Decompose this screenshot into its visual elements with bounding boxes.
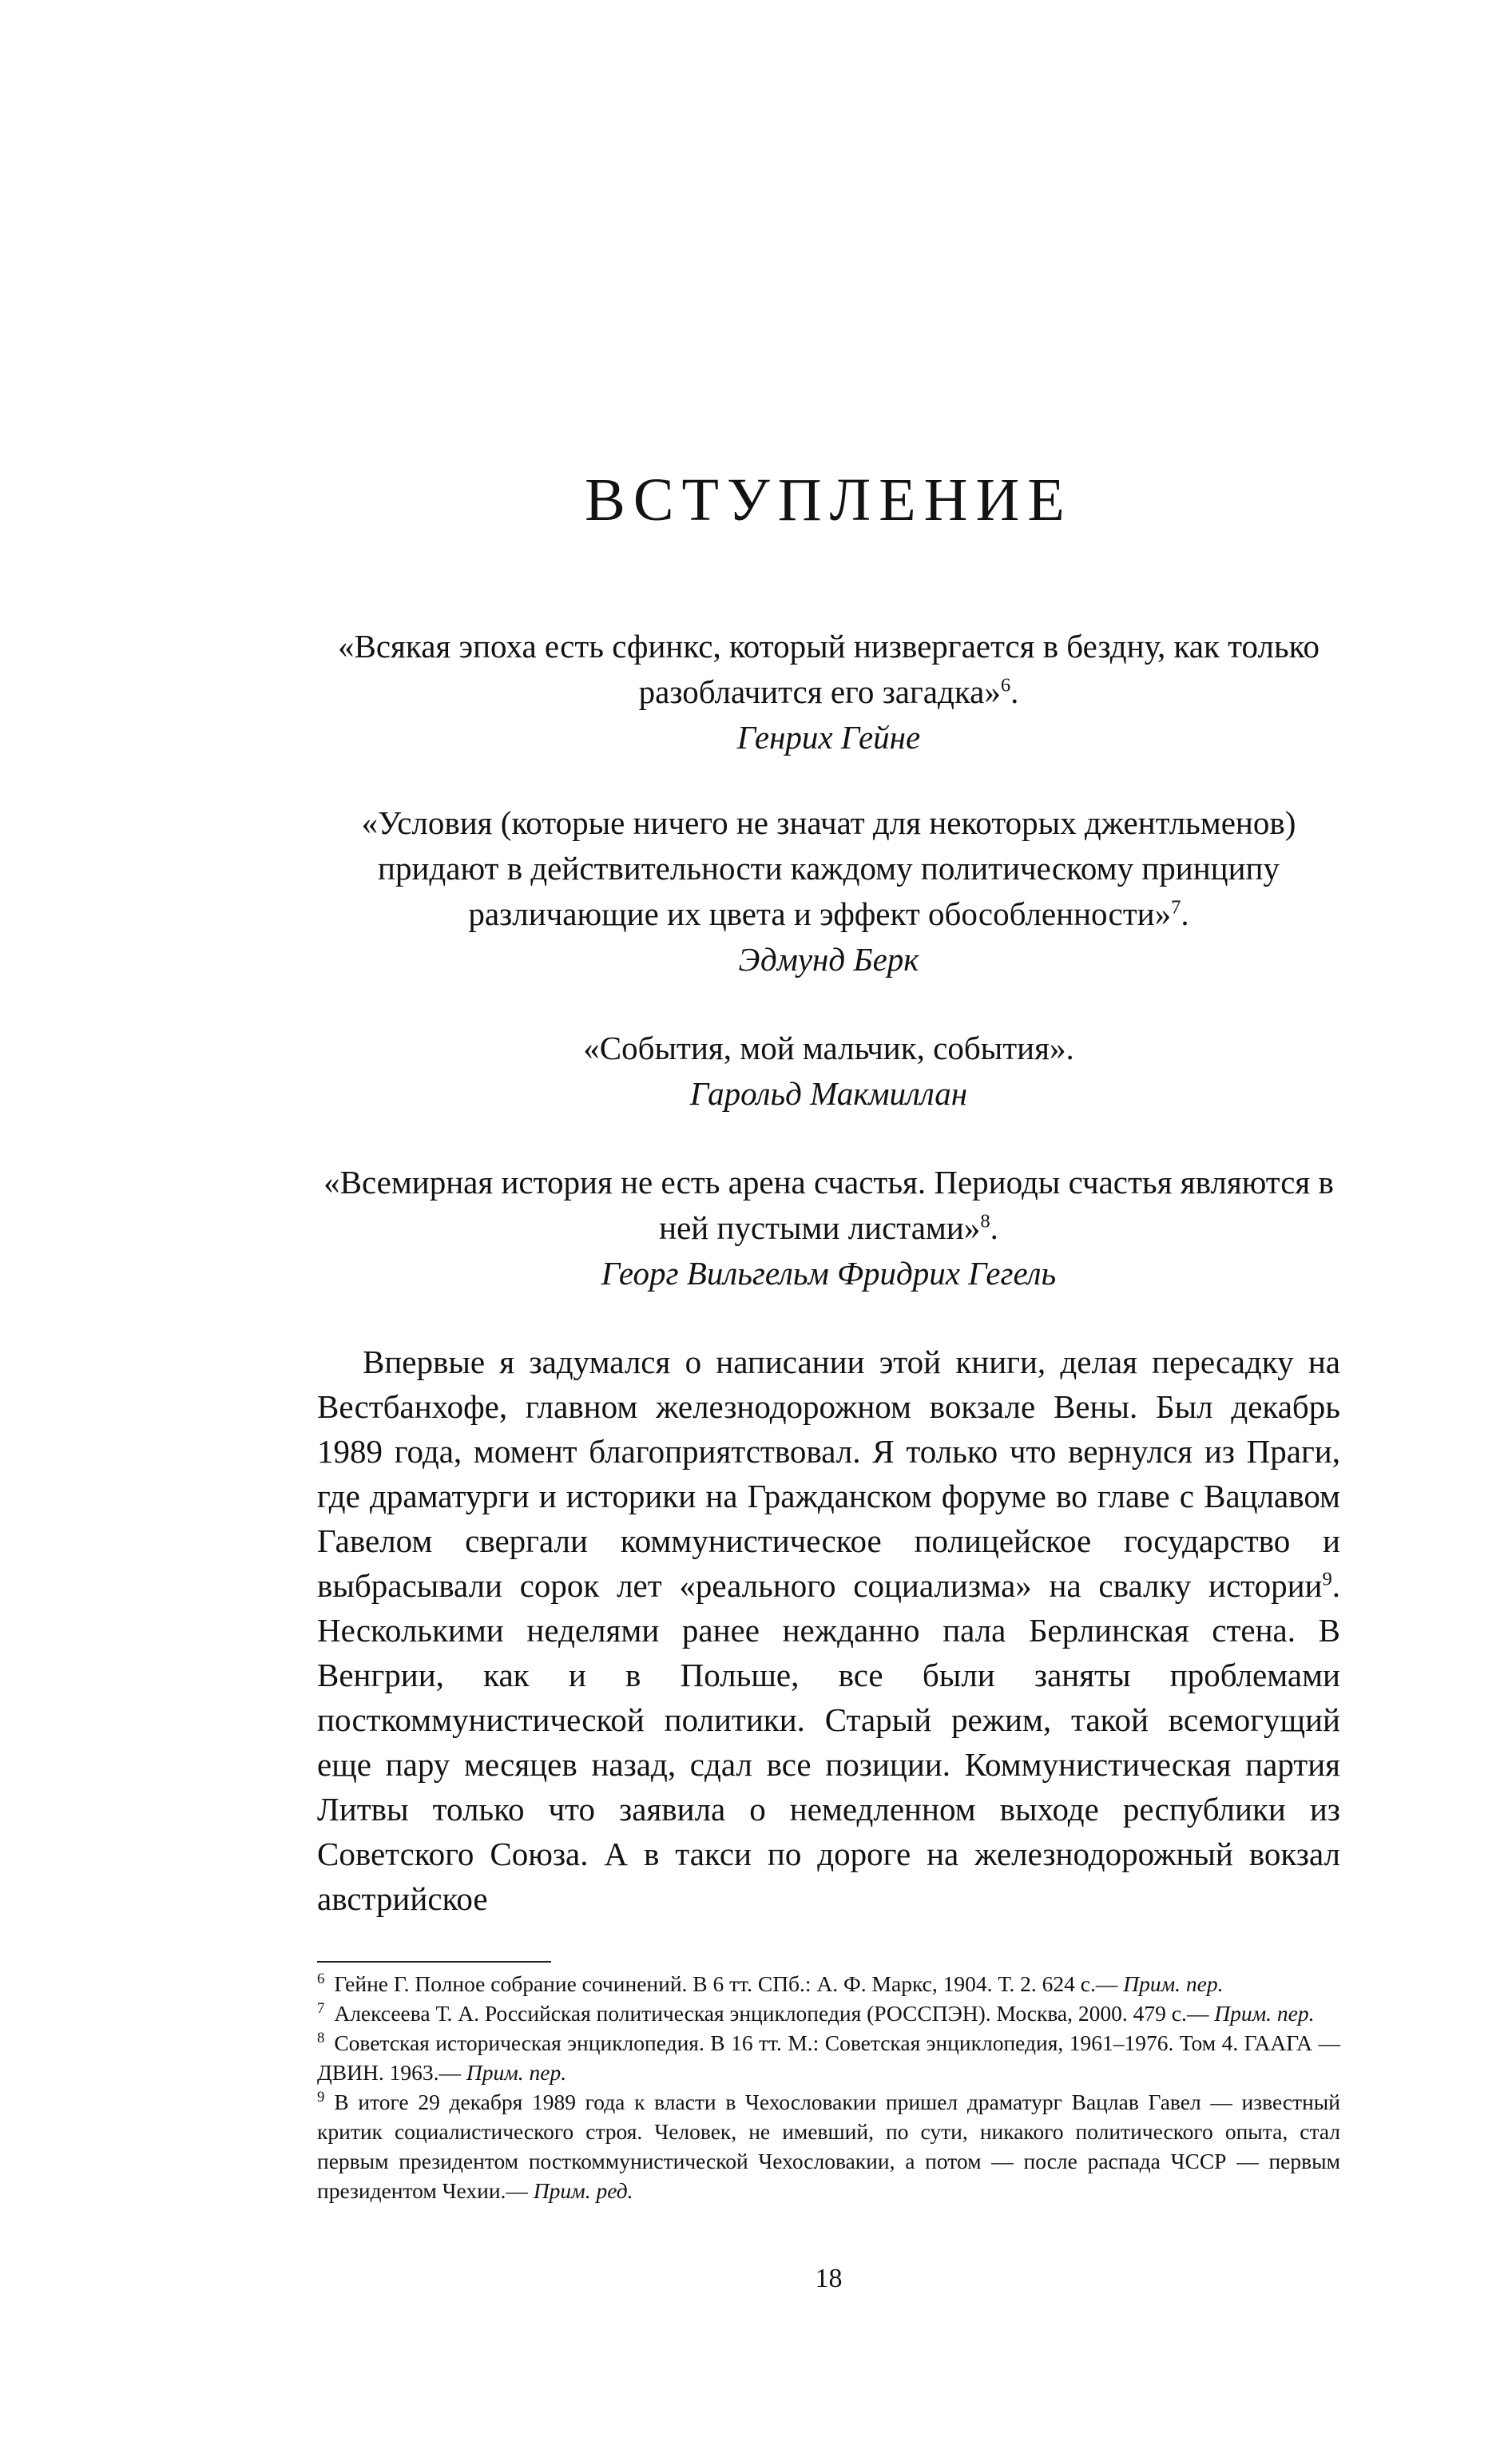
footnote-number: 6 bbox=[317, 1970, 325, 1987]
footnote-text: Алексеева Т. А. Российская политическая энциклопедия (РОССПЭН). Москва, 2000. 479 с.— bbox=[334, 2001, 1215, 2026]
body-text: Впервые я задумался о написании этой книги, делая пересадку на Вестбанхофе, главном железнодорожном вокзале Вены. Был декабрь 1989 года, момент благоприятствовал. Я только что вернулся из Праги, где драматурги и историки на Гражданском форуме во главе с Вацлавом Гавелом свергали коммунистическое полицейское государство и выбрасывали сорок лет «реального социализма» на свалку истории bbox=[317, 1344, 1340, 1604]
epigraph-text bbox=[317, 1160, 1340, 1251]
footnote-note-label: Прим. пер. bbox=[466, 2060, 567, 2085]
epigraph-text bbox=[317, 624, 1340, 715]
epigraph-quote: «Условия (которые ничего не значат для некоторых джентльменов) придают в действительности каждому политическому принципу различающие их цвета и эффект обособленности» bbox=[361, 804, 1296, 932]
epigraph-quote: «Всемирная история не есть арена счастья. Периоды счастья являются в ней пустыми листами» bbox=[323, 1164, 1334, 1246]
footnote-text: В итоге 29 декабря 1989 года к власти в Чехословакии пришел драматург Вацлав Гавел — известный критик социалистического строя. Человек, не имевший, по сути, никакого политического опыта, стал первым президентом посткоммунистической Чехословакии, а потом — после распада ЧССР — первым президентом Чехии.— bbox=[317, 2090, 1340, 2203]
footnote-reference: 9 bbox=[1322, 1568, 1332, 1590]
footnote bbox=[317, 1969, 1340, 1998]
chapter-title: ВСТУПЛЕНИЕ bbox=[585, 466, 1073, 534]
footnotes-section bbox=[317, 1969, 1340, 2205]
epigraph-suffix: . bbox=[990, 1209, 998, 1246]
footnote bbox=[317, 1998, 1340, 2028]
footnote bbox=[317, 2087, 1340, 2205]
epigraph bbox=[317, 1160, 1340, 1296]
footnote-reference: 8 bbox=[980, 1210, 990, 1232]
body-text: . Несколькими неделями ранее нежданно пала Берлинская стена. В Венгрии, как и в Польше, все были заняты проблемами посткоммунистической политики. Старый режим, такой всемогущий еще пару месяцев назад, сдал все позиции. Коммунистическая партия Литвы только что заявила о немедленном выходе республики из Советского Союза. А в такси по дороге на железнодорожный вокзал австрийское bbox=[317, 1567, 1340, 1917]
epigraph bbox=[317, 624, 1340, 760]
footnote-note-label: Прим. ред. bbox=[533, 2178, 633, 2203]
epigraph bbox=[317, 800, 1340, 982]
epigraph-suffix: . bbox=[1181, 895, 1189, 932]
epigraph-text bbox=[317, 800, 1340, 937]
body-paragraph bbox=[317, 1340, 1340, 1921]
page-number: 18 bbox=[815, 2264, 843, 2293]
text-block bbox=[317, 0, 1340, 2295]
footnote-reference: 7 bbox=[1171, 896, 1181, 919]
epigraph-quote: «Всякая эпоха есть сфинкс, который низвергается в бездну, как только разоблачится его загадка» bbox=[338, 628, 1320, 710]
footnote-text: Гейне Г. Полное собрание сочинений. В 6 тт. СПб.: А. Ф. Маркс, 1904. Т. 2. 624 с.— bbox=[334, 1971, 1124, 1996]
epigraph bbox=[317, 1026, 1340, 1117]
footnote-note-label: Прим. пер. bbox=[1123, 1971, 1224, 1996]
epigraph-author: Гарольд Макмиллан bbox=[689, 1075, 968, 1112]
epigraph-author: Генрих Гейне bbox=[736, 719, 921, 756]
footnote bbox=[317, 2028, 1340, 2087]
footnote-number: 9 bbox=[317, 2088, 325, 2106]
footnote-divider bbox=[317, 1961, 551, 1963]
footnote-number: 8 bbox=[317, 2029, 325, 2046]
footnote-reference: 6 bbox=[1000, 674, 1011, 697]
epigraph-text bbox=[317, 1026, 1340, 1071]
epigraph-quote: «События, мой мальчик, события». bbox=[583, 1030, 1074, 1066]
epigraph-suffix: . bbox=[1010, 673, 1019, 710]
epigraph-author: Георг Вильгельм Фридрих Гегель bbox=[601, 1255, 1057, 1292]
footnote-number: 7 bbox=[317, 1999, 325, 2017]
epigraph-author: Эдмунд Берк bbox=[738, 941, 919, 978]
footnote-text: Советская историческая энциклопедия. В 16 тт. М.: Советская энциклопедия, 1961–1976. Том 4. ГААГА — ДВИН. 1963.— bbox=[317, 2030, 1340, 2085]
footnote-note-label: Прим. пер. bbox=[1214, 2001, 1315, 2026]
